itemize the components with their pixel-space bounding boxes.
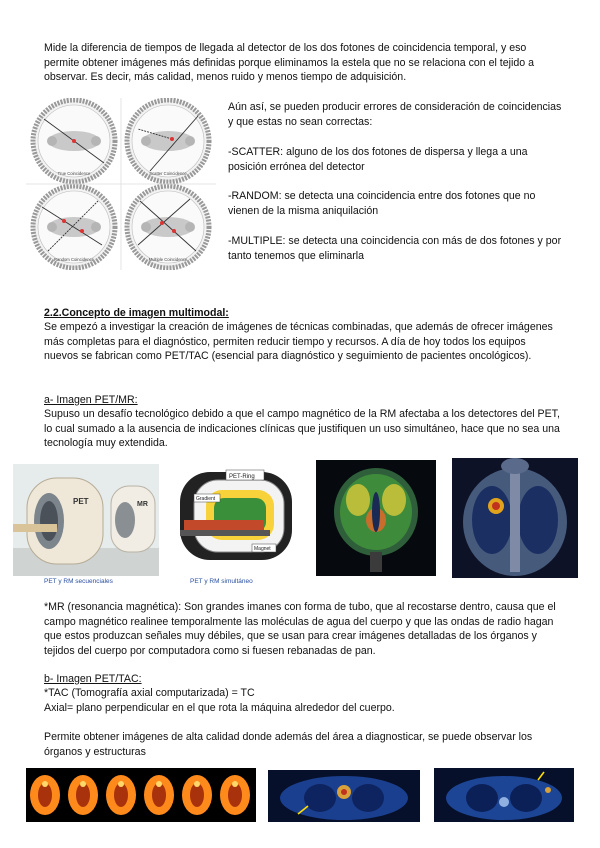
scanner-label-pet: PET <box>73 497 89 506</box>
section-petmr-body: Supuso un desafío tecnológico debido a que el campo magnético de la RM afectaba a los detectores del PET, lo cual sumado a la ausencia de indicaciones clínicas que justifiquen un uso simultáneo, hace que no sea una tecnología muy extendida. <box>44 408 560 450</box>
section-pettac-line1: *TAC (Tomografía axial computarizada) = TC <box>44 687 255 699</box>
error-multiple: -MULTIPLE: se detecta una coincidencia con más de dos fotones y por tanto tenemos que eliminarla <box>228 235 562 262</box>
section-multimodal-body: Se empezó a investigar la creación de imágenes de técnicas combinadas, que además de ofrecer imágenes más completas para el diagnóstico, permiten reducir tiempo y recursos. A día de hoy todos los equipos nuevos se fabrican como PET/TAC (esencial para diagnóstico y seguimiento de pacientes oncológicos). <box>44 321 553 363</box>
brain-pet-mr-image <box>316 460 436 576</box>
pet-ct-fusion-axial-1 <box>268 770 420 822</box>
section-multimodal-heading: 2.2.Concepto de imagen multimodal: <box>44 307 229 319</box>
coincidence-label-multiple: Multiple Coincidence <box>148 257 188 262</box>
pet-ct-fusion-axial-2 <box>434 768 574 822</box>
error-scatter: -SCATTER: alguno de los dos fotones de dispersa y llega a una posición errónea del detector <box>228 146 528 173</box>
pet-axial-brain-series <box>26 768 256 822</box>
mr-note-body: *MR (resonancia magnética): Son grandes imanes con forma de tubo, que al recostarse dentro, causa que el campo magnético realinee temporalmente las moléculas de agua del cuerpo y que las ondas de radio hagan que estos produzcan señales muy débiles, que se usan para crear imágenes detalladas de los órganos y tejidos del cuerpo por computadora como si fuesen rebanadas de pan. <box>44 601 556 657</box>
section-pettac-heading: b- Imagen PET/TAC: <box>44 673 142 685</box>
coincidence-label-scatter: Scatter Coincidence <box>149 171 187 176</box>
scanner-label-mr: MR <box>137 501 148 508</box>
simultaneous-pet-mr-diagram <box>176 464 304 576</box>
section-petmr-heading: a- Imagen PET/MR: <box>44 394 138 406</box>
thorax-pet-mr-image <box>452 458 578 578</box>
coincidence-label-true: True Coincidence <box>57 171 91 176</box>
diagram-label-gradient: Gradient <box>196 496 216 502</box>
coincidence-label-random: Random Coincidence <box>53 257 95 262</box>
caption-simultaneous: PET y RM simultáneo <box>190 578 253 585</box>
error-random: -RANDOM: se detecta una coincidencia entre dos fotones que no vienen de la misma aniquilación <box>228 190 536 217</box>
caption-sequential: PET y RM secuenciales <box>44 578 113 585</box>
errors-intro: Aún así, se pueden producir errores de consideración de coincidencias y que estas no sean correctas: <box>228 101 562 128</box>
sequential-pet-mr-photo <box>13 464 159 576</box>
diagram-label-magnet: Magnet <box>254 546 271 552</box>
intro-paragraph: Mide la diferencia de tiempos de llegada al detector de los dos fotones de coincidencia temporal, y eso permite obtener imágenes más definidas porque eliminamos la estela que no se relaciona con el tejido a observar. Es decir, más calidad, menos ruido y menos tiempo de adquisición. <box>44 42 534 84</box>
diagram-label-pet-ring: PET-Ring <box>229 474 255 480</box>
coincidence-types-figure <box>26 98 216 270</box>
section-pettac-line2: Axial= plano perpendicular en el que rota la máquina alrededor del cuerpo. <box>44 702 395 714</box>
section-pettac-body: Permite obtener imágenes de alta calidad donde además del área a diagnosticar, se puede observar los órganos y estructuras <box>44 731 533 758</box>
